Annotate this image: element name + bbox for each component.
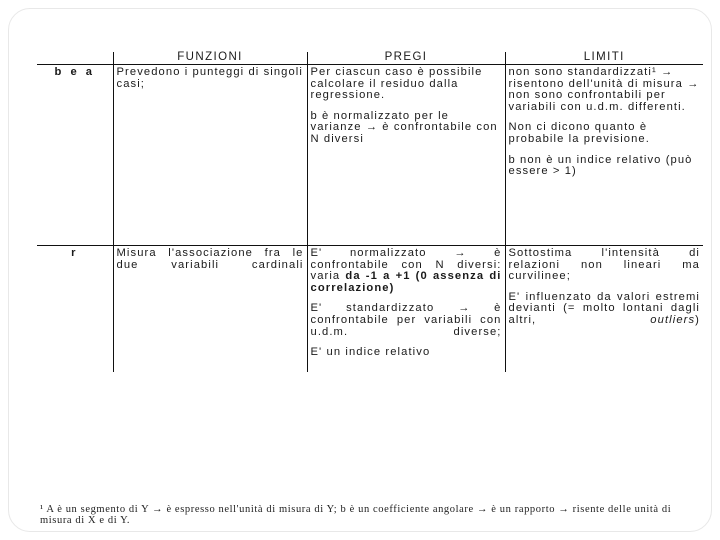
header-row: [37, 52, 703, 65]
limiti-text: E' influenzato da valori estremi devianti (= molto lontani dagli altri,: [508, 290, 700, 326]
funzioni-text: Prevedono i punteggi di singoli casi;: [116, 66, 303, 90]
pregi-text: E' normalizzato → è confrontabile con N diversi: varia: [310, 247, 502, 283]
cell-pregi-r: [307, 246, 505, 372]
limiti-item: b non è un indice relativo (può essere > 1): [508, 153, 693, 178]
limiti-item: Sottostima l'intensità di relazioni non lineari ma curvilinee;: [508, 247, 700, 283]
cell-limiti-r: [505, 246, 703, 372]
pregi-item: E' standardizzato → è confrontabile per variabili con u.d.m. diverse;: [310, 302, 502, 338]
table-row-b-a: [37, 65, 703, 246]
header-funzioni: FUNZIONI: [113, 52, 307, 65]
pregi-item: E' un indice relativo: [310, 346, 431, 359]
cell-funzioni-b-a: [113, 65, 307, 246]
cell-limiti-b-a: [505, 65, 703, 246]
limiti-item: non sono standardizzati¹ → risentono dell'unità di misura → non sono confrontabili per variabili con u.d.m. differenti.: [508, 66, 700, 113]
row-label-r: r: [37, 246, 113, 372]
pregi-range: da -1 a +1 (0 assenza di correlazione): [310, 270, 502, 294]
header-limiti: LIMITI: [505, 52, 703, 65]
cell-funzioni-r: [113, 246, 307, 372]
funzioni-text: Misura l'associazione fra le due variabili cardinali: [116, 247, 304, 271]
pregi-item: b è normalizzato per le varianze → è confrontabile con N diversi: [310, 109, 498, 145]
row-label-b-a: b e a: [37, 65, 113, 246]
limiti-item: Non ci dicono quanto è probabile la previsione.: [508, 121, 650, 145]
table-row-r: [37, 246, 703, 372]
header-pregi: PREGI: [307, 52, 505, 65]
cell-pregi-b-a: [307, 65, 505, 246]
limiti-outliers: outliers: [650, 313, 696, 326]
footnote: ¹ A è un segmento di Y → è espresso nell'unità di misura di Y; b è un coefficiente angolare → è un rapporto → risente delle unità di misura di X e di Y.: [40, 504, 672, 526]
header-empty: [37, 52, 113, 65]
pregi-item: Per ciascun caso è possibile calcolare il residuo dalla regressione.: [310, 66, 483, 102]
limiti-item: [509, 292, 701, 327]
comparison-table: [37, 52, 703, 372]
pregi-item: [311, 248, 502, 294]
limiti-close: ): [695, 313, 700, 326]
